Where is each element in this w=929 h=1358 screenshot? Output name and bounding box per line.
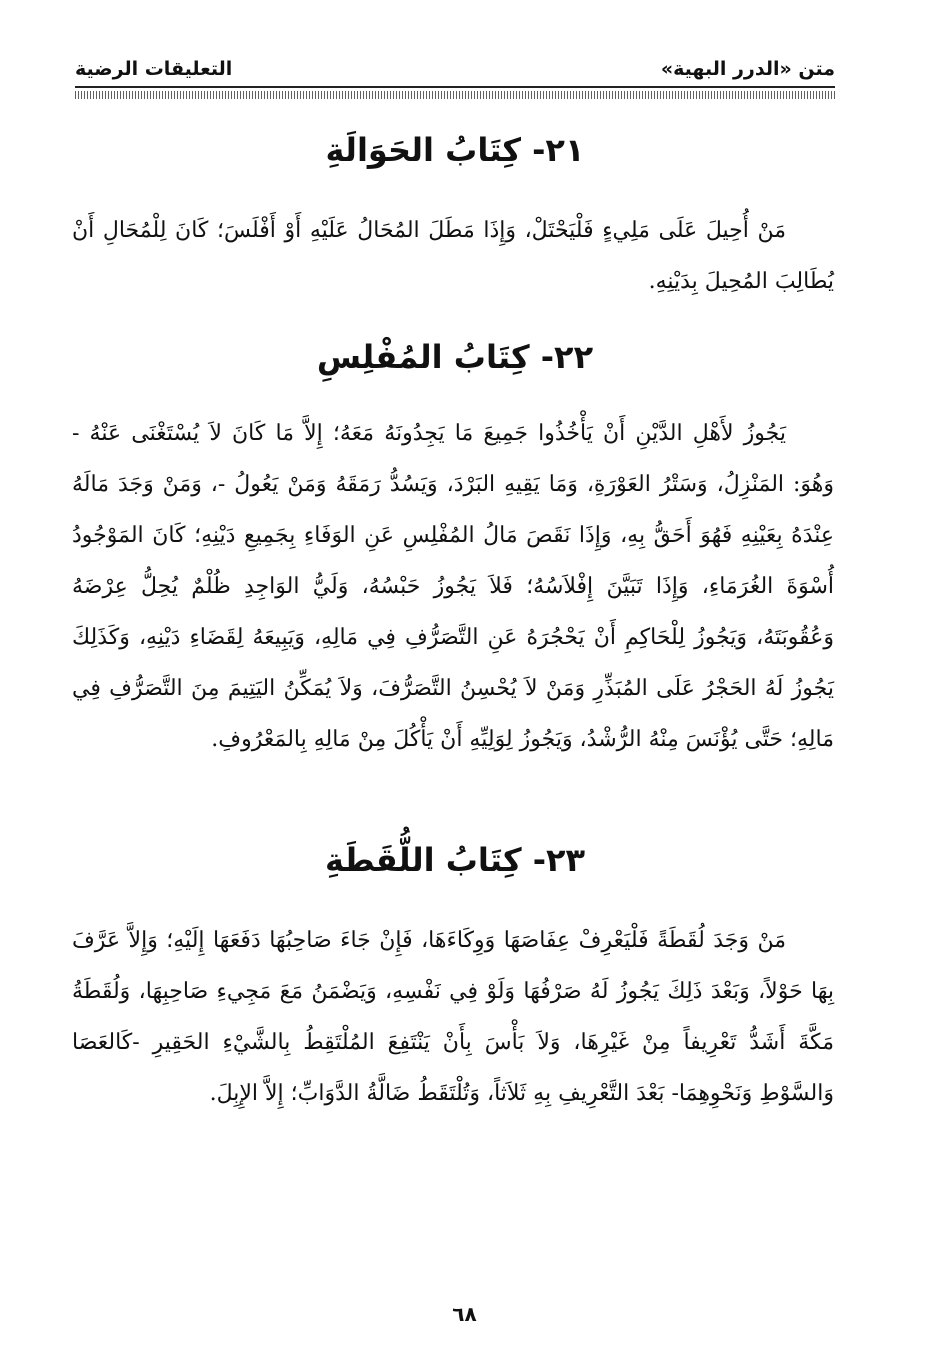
header-book-title: متن «الدرر البهية» — [660, 58, 835, 80]
section-text-muflis: يَجُوزُ لأَهْلِ الدَّيْنِ أَنْ يَأْخُذُوا جَمِيعَ مَا يَجِدُونَهُ مَعَهُ؛ إِلاَّ مَا كَانَ لاَ يُسْتَغْنَى عَنْهُ - وَهُوَ: المَنْزِلُ، وَسَتْرُ العَوْرَةِ، وَمَا يَقِيهِ البَرْدَ، وَيَسُدُّ رَمَقَهُ وَمَنْ يَعُولُ -، وَمَنْ وَجَدَ مَالَهُ عِنْدَهُ بِعَيْنِهِ فَهُوَ أَحَقُّ بِهِ، وَإِذَا نَقَصَ مَالُ المُفْلِسِ عَنِ الوَفَاءِ بِجَمِيعِ دَيْنِهِ؛ كَانَ المَوْجُودُ أُسْوَةَ الغُرَمَاءِ، وَإِذَا تَبَيَّنَ إِفْلاَسُهُ؛ فَلاَ يَجُوزُ حَبْسُهُ، وَلَيُّ الوَاجِدِ ظُلْمٌ يُحِلُّ عِرْضَهُ وَعُقُوبَتَهُ، وَيَجُوزُ لِلْحَاكِمِ أَنْ يَحْجُرَهُ عَنِ التَّصَرُّفِ فِي مَالِهِ، وَيَبِيعَهُ لِقَضَاءِ دَيْنِهِ، وَكَذَلِكَ يَجُوزُ لَهُ الحَجْرُ عَلَى المُبَذِّرِ وَمَنْ لاَ يُحْسِنُ التَّصَرُّفَ، وَلاَ يُمَكِّنُ اليَتِيمَ مِنَ التَّصَرُّفِ فِي مَالِهِ؛ حَتَّى يُؤْنَسَ مِنْهُ الرُّشْدُ، وَيَجُوزُ لِوَلِيِّهِ أَنْ يَأْكُلَ مِنْ مَالِهِ بِالمَعْرُوفِ. — [72, 421, 834, 752]
page-number: ٦٨ — [452, 1302, 477, 1326]
header-commentary-title: التعليقات الرضية — [75, 58, 233, 80]
section-title-hawala: ٢١- كِتَابُ الحَوَالَةِ — [325, 131, 585, 169]
header-rule — [75, 86, 835, 88]
section-title-luqata: ٢٣- كِتَابُ اللُّقَطَةِ — [324, 841, 586, 879]
section-text-luqata: مَنْ وَجَدَ لُقَطَةً فَلْيَعْرِفْ عِفَاصَهَا وَوِكَاءَهَا، فَإِنْ جَاءَ صَاحِبُهَا دَفَعَهَا إِلَيْهِ؛ وَإِلاَّ عَرَّفَ بِهَا حَوْلاً، وَبَعْدَ ذَلِكَ يَجُوزُ لَهُ صَرْفُهَا وَلَوْ فِي نَفْسِهِ، وَيَضْمَنُ مَعَ مَجِيءِ صَاحِبِهَا، وَلُقَطَةُ مَكَّةَ أَشَدُّ تَعْرِيفاً مِنْ غَيْرِهَا، وَلاَ بَأْسَ بِأَنْ يَنْتَفِعَ المُلْتَقِطُ بِالشَّيْءِ الحَقِيرِ -كَالعَصَا وَالسَّوْطِ وَنَحْوِهِمَا- بَعْدَ التَّعْرِيفِ بِهِ ثَلاَثاً، وَتُلْتَقَطُ ضَالَّةُ الدَّوَابِّ؛ إِلاَّ الإِبِلَ. — [72, 928, 834, 1106]
header-hatched-rule — [75, 91, 835, 99]
section-text-hawala: مَنْ أُحِيلَ عَلَى مَلِيءٍ فَلْيَحْتَلْ، وَإِذَا مَطَلَ المُحَالُ عَلَيْهِ أَوْ أَفْلَسَ؛ كَانَ لِلْمُحَالِ أَنْ يُطَالِبَ المُحِيلَ بِدَيْنِهِ. — [72, 218, 834, 294]
section-title-muflis: ٢٢- كِتَابُ المُفْلِسِ — [316, 338, 594, 376]
running-header — [75, 48, 835, 80]
